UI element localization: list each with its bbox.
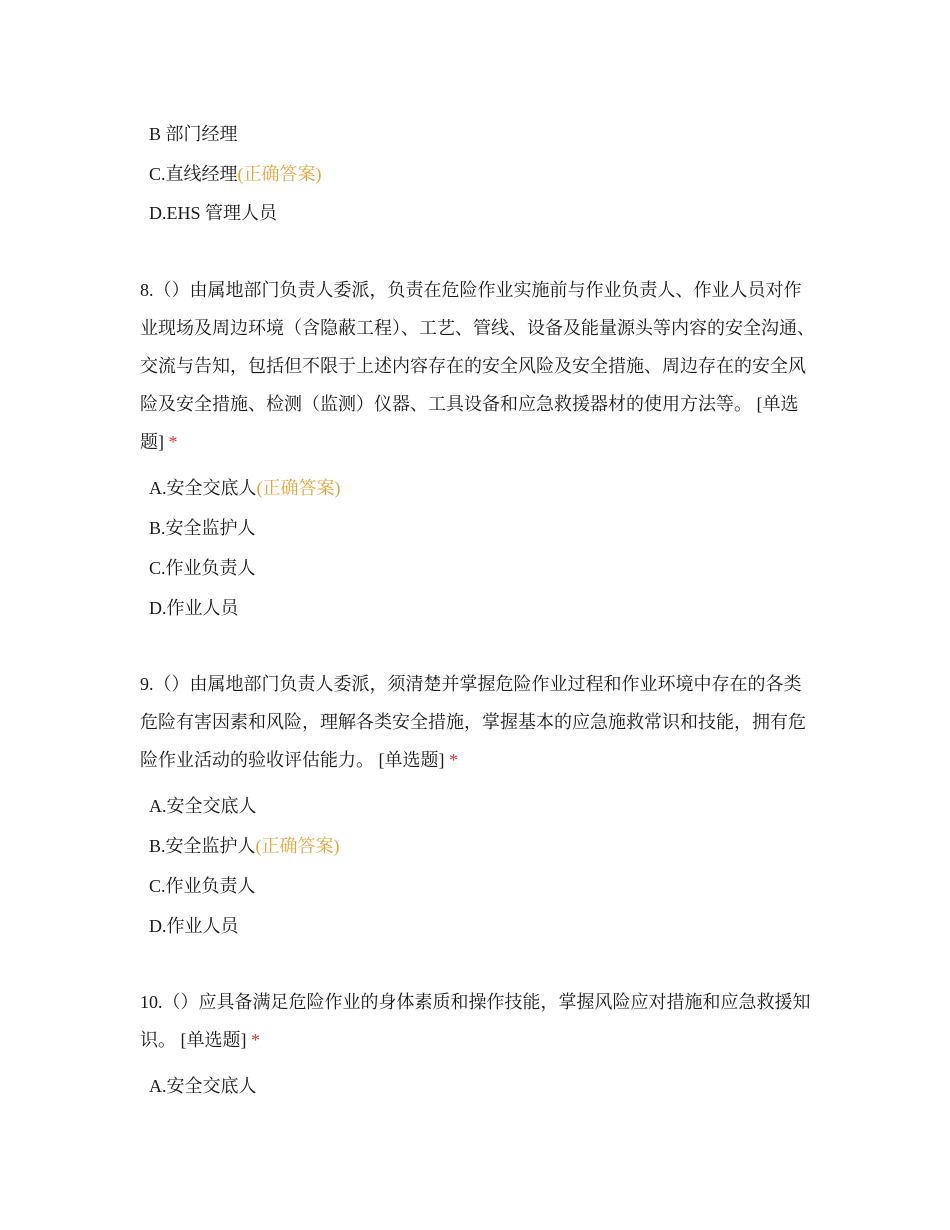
q7-option-b: [149, 122, 238, 146]
option-text: D.EHS 管理人员: [149, 203, 278, 223]
question-text: 9.（）由属地部门负责人委派，须清楚并掌握危险作业过程和作业环境中存在的各类危险有害因素和风险，理解各类安全措施，掌握基本的应急施救常识和技能，拥有危险作业活动的验收评估能力。: [140, 674, 806, 770]
q7-option-c: [149, 162, 322, 186]
option-text: C.作业负责人: [149, 876, 256, 896]
required-mark: *: [449, 750, 458, 770]
option-text: C.直线经理: [149, 164, 238, 184]
option-text: B.安全监护人: [149, 836, 256, 856]
q9-option-a: [149, 794, 257, 818]
option-text: D.作业人员: [149, 916, 239, 936]
correct-answer-tag: (正确答案): [255, 836, 340, 856]
q9-option-d: [149, 914, 239, 938]
option-text: B 部门经理: [149, 124, 238, 144]
question-text: 10.（）应具备满足危险作业的身体素质和操作技能，掌握风险应对措施和应急救援知识。: [140, 992, 811, 1050]
question-type: [单选题]: [180, 1030, 247, 1050]
option-text: A.安全交底人: [149, 478, 257, 498]
correct-answer-tag: (正确答案): [237, 164, 322, 184]
option-text: A.安全交底人: [149, 796, 257, 816]
q8-option-c: [149, 556, 256, 580]
required-mark: *: [251, 1030, 260, 1050]
option-text: C.作业负责人: [149, 558, 256, 578]
q9-option-b: [149, 834, 340, 858]
option-text: A.安全交底人: [149, 1076, 257, 1096]
q9-option-c: [149, 874, 256, 898]
question-type: [单选题]: [140, 394, 799, 452]
q9-question: [140, 665, 815, 779]
q10-option-a: [149, 1074, 257, 1098]
q10-question: [140, 983, 815, 1059]
q8-question: [140, 271, 815, 461]
option-text: D.作业人员: [149, 598, 239, 618]
q8-option-d: [149, 596, 239, 620]
question-text: 8.（）由属地部门负责人委派，负责在危险作业实施前与作业负责人、作业人员对作业现场及周边环境（含隐蔽工程）、工艺、管线、设备及能量源头等内容的安全沟通、交流与告知，包括但不限于上述内容存在的安全风险及安全措施、周边存在的安全风险及安全措施、检测（监测）仪器、工具设备和应急救援器材的使用方法等。: [140, 280, 815, 414]
required-mark: *: [168, 432, 178, 452]
question-type: [单选题]: [378, 750, 445, 770]
q8-option-b: [149, 516, 256, 540]
option-text: B.安全监护人: [149, 518, 256, 538]
correct-answer-tag: (正确答案): [256, 478, 341, 498]
q7-option-d: [149, 201, 277, 225]
q8-option-a: [149, 476, 341, 500]
